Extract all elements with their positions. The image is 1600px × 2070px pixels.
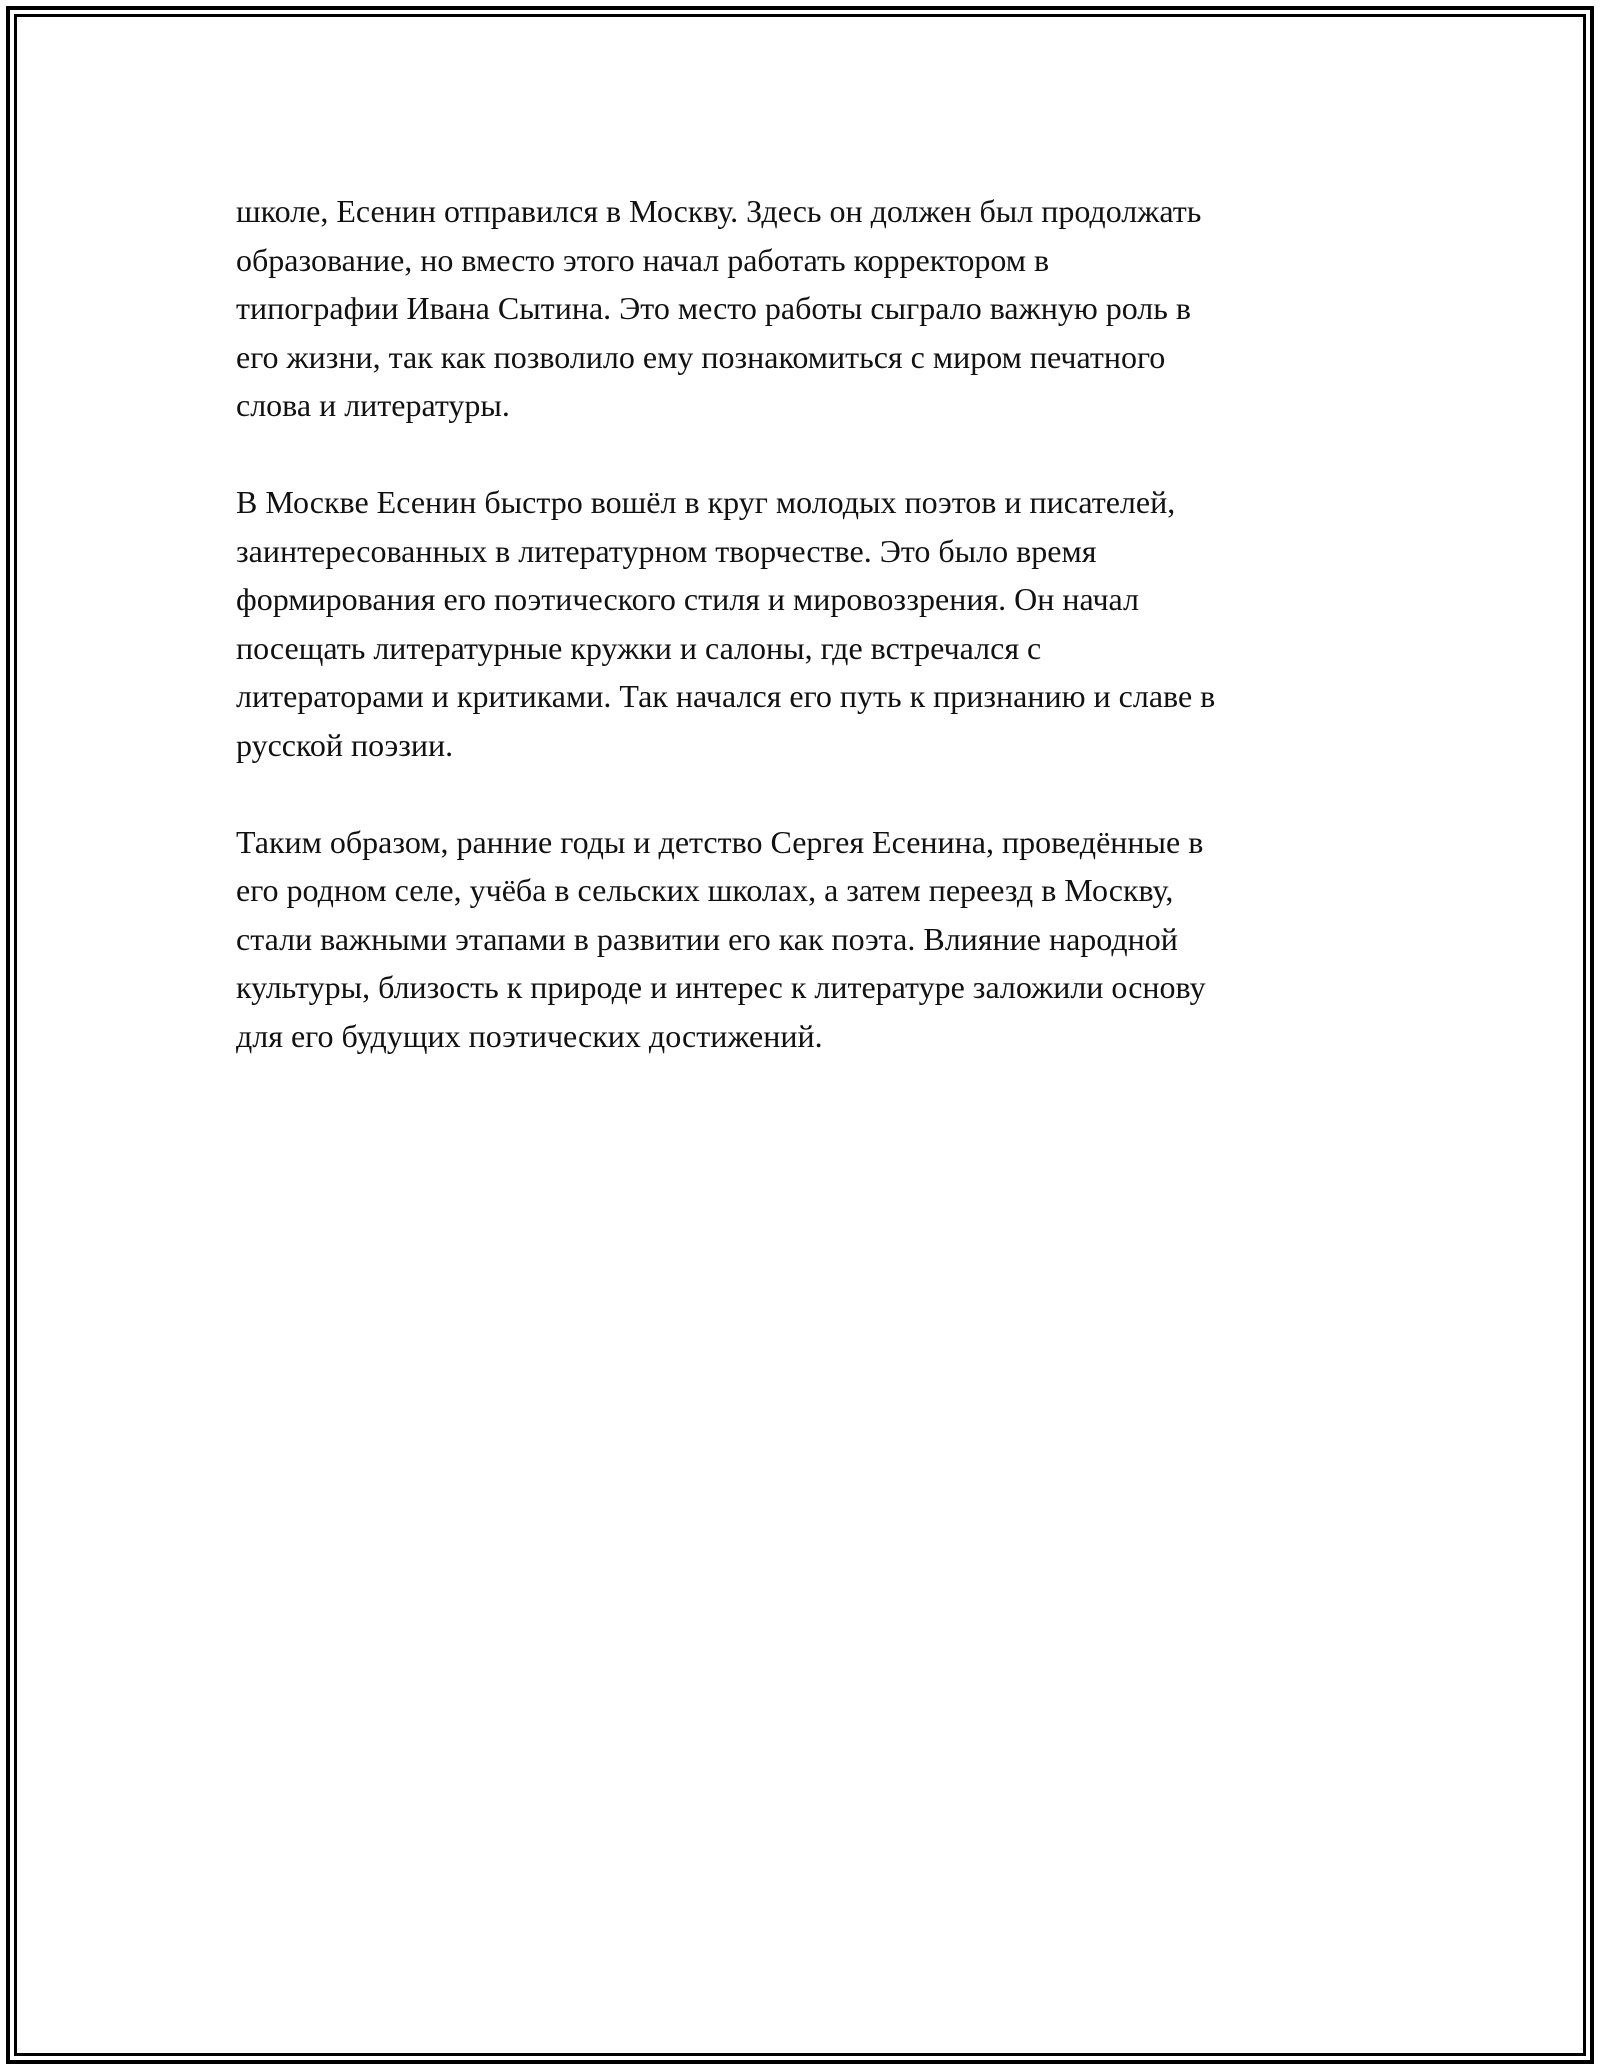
text-line: типографии Ивана Сытина. Это место работы сыграло важную роль в <box>236 290 1191 326</box>
text-line: посещать литературные кружки и салоны, где встречался с <box>236 629 1042 666</box>
text-line: его жизни, так как позволило ему познакомиться с миром печатного <box>236 338 1166 375</box>
text-line: слова и литературы. <box>236 387 510 423</box>
text-line: культуры, близость к природе и интерес к литературе заложили основу <box>236 969 1206 1005</box>
paragraph-1 <box>236 187 1376 430</box>
text-line: русской поэзии. <box>236 726 454 763</box>
paragraph-2 <box>236 478 1376 769</box>
text-line: образование, но вместо этого начал работать корректором в <box>236 241 1050 278</box>
text-line: его родном селе, учёба в сельских школах, а затем переезд в Москву, <box>236 872 1174 908</box>
text-line: литераторами и критиками. Так начался его путь к признанию и славе в <box>236 678 1216 714</box>
paragraph-3 <box>236 818 1376 1061</box>
text-line: В Москве Есенин быстро вошёл в круг молодых поэтов и писателей, <box>236 484 1176 520</box>
text-line: стали важными этапами в развитии его как поэта. Влияние народной <box>236 920 1178 957</box>
text-line: формирования его поэтического стиля и мировоззрения. Он начал <box>236 581 1139 617</box>
text-line: школе, Есенин отправился в Москву. Здесь он должен был продолжать <box>236 193 1202 229</box>
document-body <box>236 187 1376 1109</box>
text-line: для его будущих поэтических достижений. <box>236 1017 823 1054</box>
text-line: Таким образом, ранние годы и детство Сергея Есенина, проведённые в <box>236 823 1204 860</box>
text-line: заинтересованных в литературном творчестве. Это было время <box>236 532 1097 569</box>
